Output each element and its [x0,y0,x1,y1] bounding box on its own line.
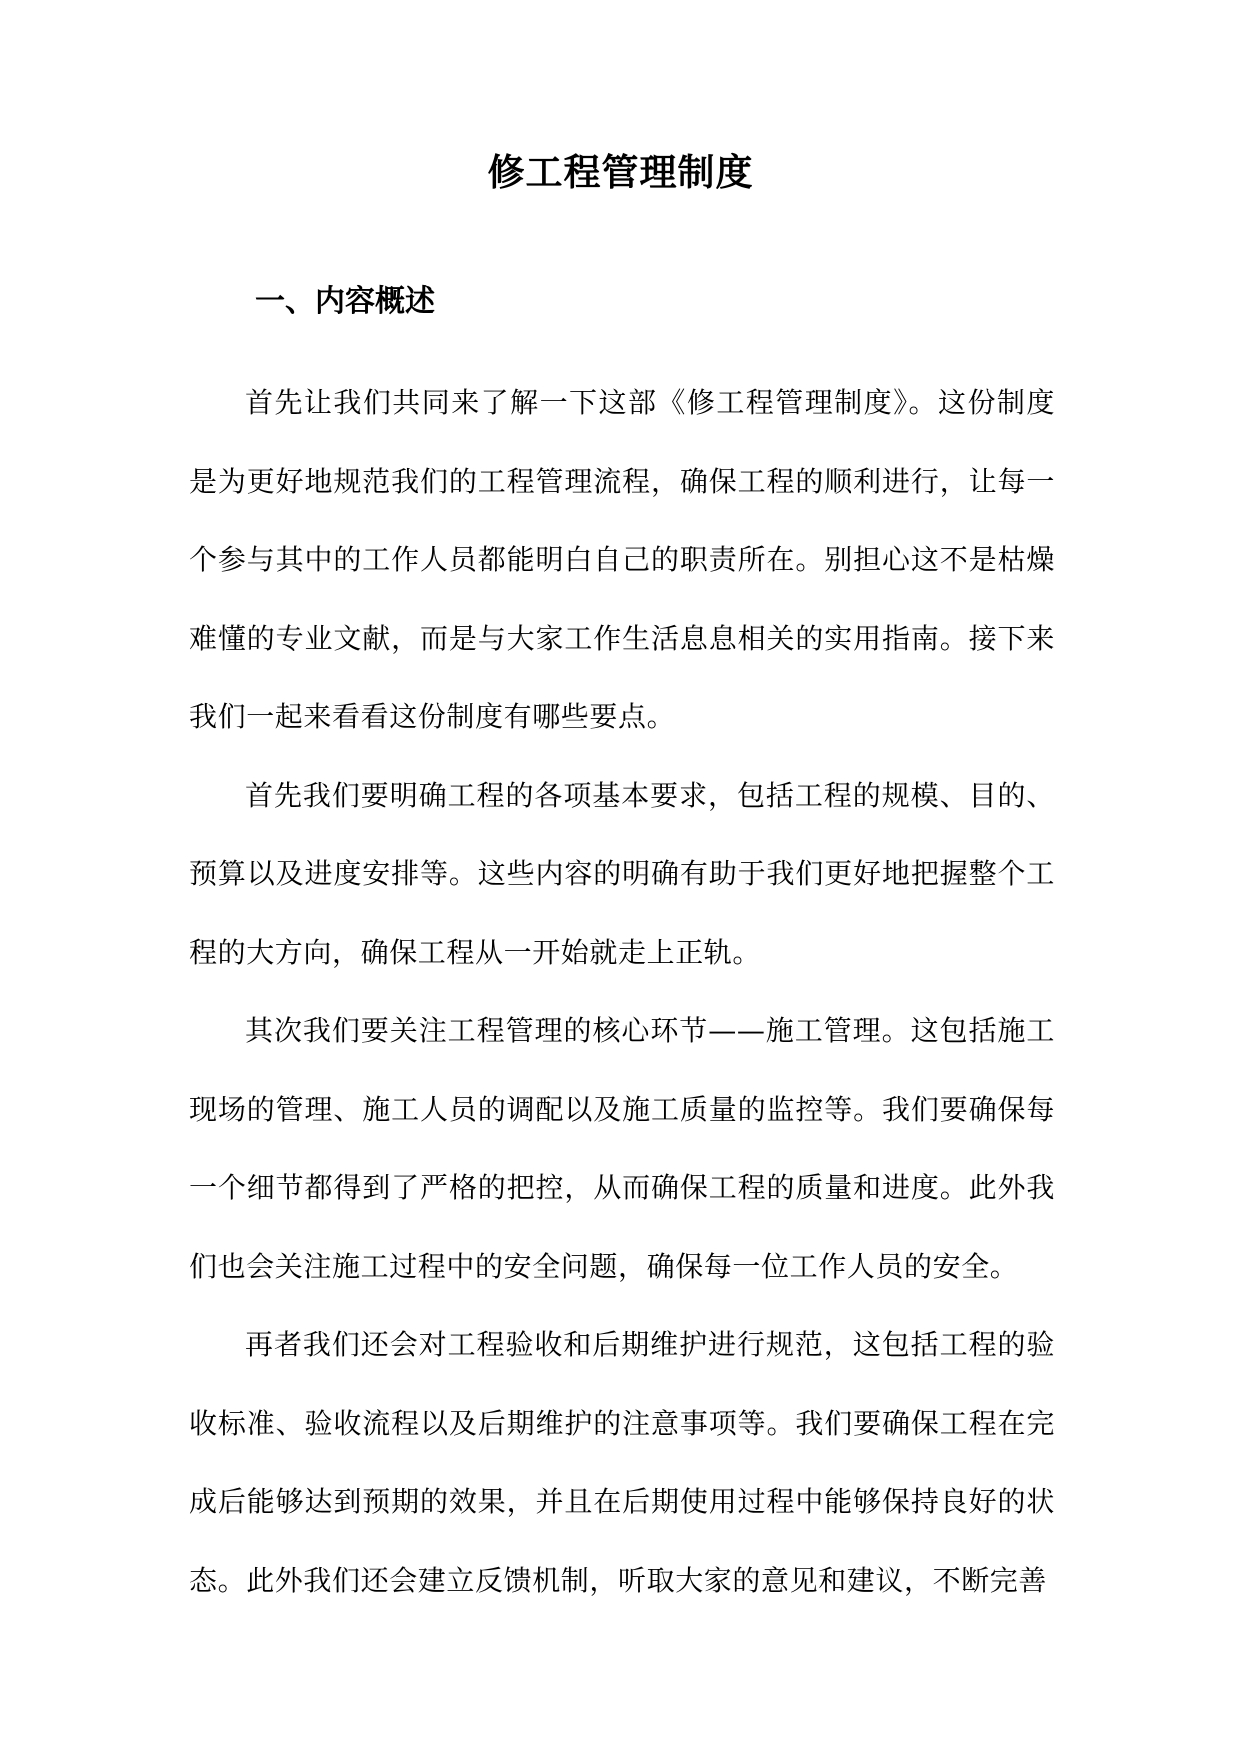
paragraph-1: 首先让我们共同来了解一下这部《修工程管理制度》。这份制度是为更好地规范我们的工程管理流程，确保工程的顺利进行，让每一个参与其中的工作人员都能明白自己的职责所在。别担心这不是枯燥难懂的专业文献，而是与大家工作生活息息相关的实用指南。接下来我们一起来看看这份制度有哪些要点。 [189,386,1055,733]
section-heading: 一、内容概述 [255,284,435,319]
paragraph-2: 首先我们要明确工程的各项基本要求，包括工程的规模、目的、预算以及进度安排等。这些内容的明确有助于我们更好地把握整个工程的大方向，确保工程从一开始就走上正轨。 [189,778,1055,969]
document-body [189,364,1055,1620]
paragraph-4: 再者我们还会对工程验收和后期维护进行规范，这包括工程的验收标准、验收流程以及后期维护的注意事项等。我们要确保工程在完成后能够达到预期的效果，并且在后期使用过程中能够保持良好的状态。此外我们还会建立反馈机制，听取大家的意见和建议，不断完善 [189,1328,1055,1597]
document-title: 修工程管理制度 [487,151,754,194]
paragraph-3: 其次我们要关注工程管理的核心环节——施工管理。这包括施工现场的管理、施工人员的调配以及施工质量的监控等。我们要确保每一个细节都得到了严格的把控，从而确保工程的质量和进度。此外我们也会关注施工过程中的安全问题，确保每一位工作人员的安全。 [189,1014,1055,1283]
